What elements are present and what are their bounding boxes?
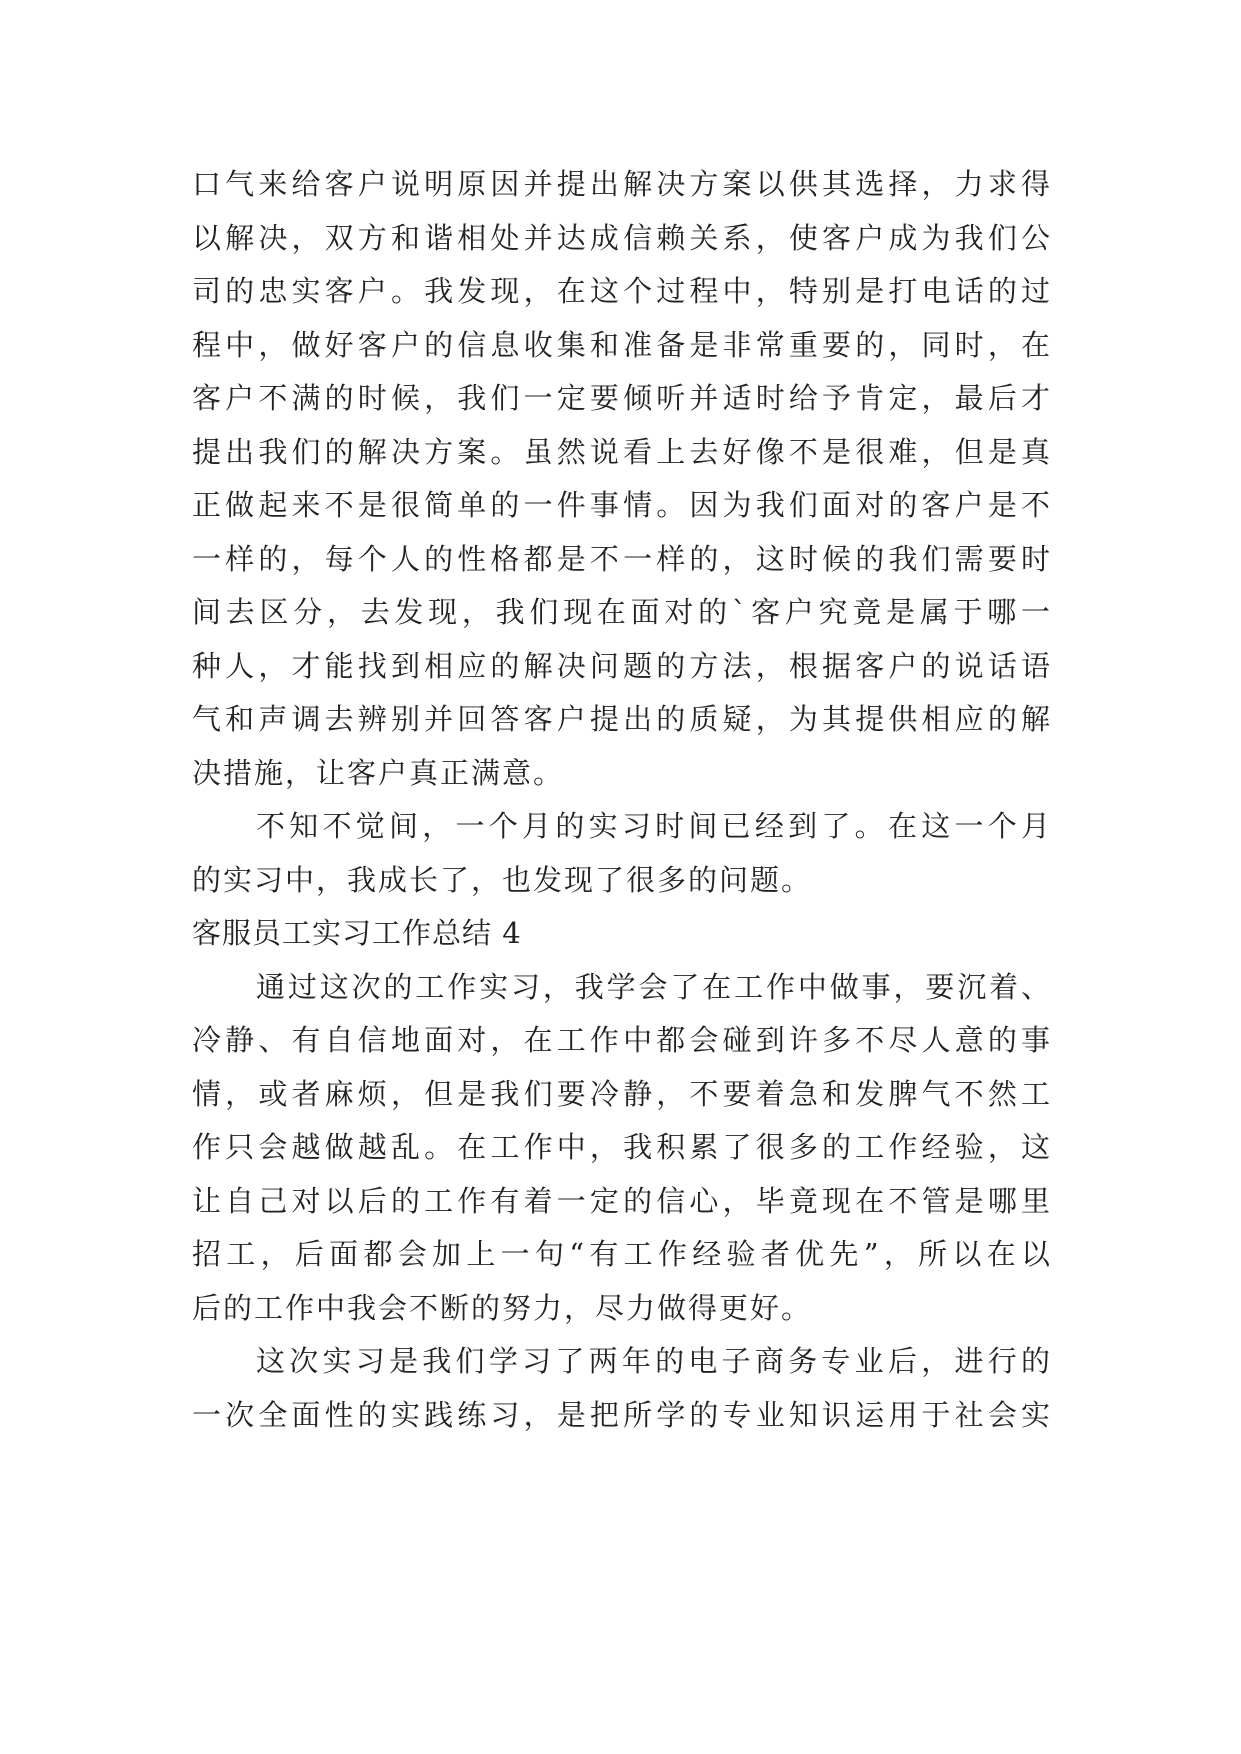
text-line: 让自己对以后的工作有着一定的信心，毕竟现在不管是哪里: [192, 1183, 1052, 1218]
text-line: 司的忠实客户。我发现，在这个过程中，特别是打电话的过: [192, 274, 1052, 308]
text-line: 提出我们的解决方案。虽然说看上去好像不是很难，但是真: [192, 434, 1052, 469]
text-line: 招工，后面都会加上一句“有工作经验者优先”，所以在以: [192, 1237, 1052, 1271]
text-line: 程中，做好客户的信息收集和准备是非常重要的，同时，在: [192, 327, 1052, 362]
paragraph-first-line: 通过这次的工作实习，我学会了在工作中做事，要沉着、: [256, 969, 1052, 1004]
text-line: 一次全面性的实践练习，是把所学的专业知识运用于社会实: [192, 1397, 1052, 1432]
text-line: 气和声调去辨别并回答客户提出的质疑，为其提供相应的解: [192, 702, 1052, 736]
text-line: 后的工作中我会不断的努力，尽力做得更好。: [192, 1290, 813, 1325]
text-line: 情，或者麻烦，但是我们要冷静，不要着急和发脾气不然工: [192, 1076, 1052, 1111]
text-line: 以解决，双方和谐相处并达成信赖关系，使客户成为我们公: [192, 220, 1052, 255]
text-line: 间去区分，去发现，我们现在面对的`客户究竟是属于哪一: [192, 595, 1052, 629]
text-line: 的实习中，我成长了，也发现了很多的问题。: [192, 862, 813, 897]
section-heading: 客服员工实习工作总结 4: [192, 916, 522, 950]
text-line: 正做起来不是很简单的一件事情。因为我们面对的客户是不: [192, 488, 1052, 522]
document-body: [192, 158, 1052, 1442]
text-line: 作只会越做越乱。在工作中，我积累了很多的工作经验，这: [192, 1130, 1052, 1164]
paragraph-first-line: 不知不觉间，一个月的实习时间已经到了。在这一个月: [256, 809, 1052, 843]
text-line: 口气来给客户说明原因并提出解决方案以供其选择，力求得: [192, 167, 1052, 201]
paragraph-first-line: 这次实习是我们学习了两年的电子商务专业后，进行的: [256, 1344, 1052, 1378]
text-line: 决措施，让客户真正满意。: [192, 755, 565, 790]
text-line: 客户不满的时候，我们一定要倾听并适时给予肯定，最后才: [192, 381, 1052, 415]
text-line: 一样的，每个人的性格都是不一样的，这时候的我们需要时: [192, 541, 1052, 576]
text-line: 冷静、有自信地面对，在工作中都会碰到许多不尽人意的事: [192, 1023, 1052, 1057]
text-line: 种人，才能找到相应的解决问题的方法，根据客户的说话语: [192, 648, 1052, 683]
